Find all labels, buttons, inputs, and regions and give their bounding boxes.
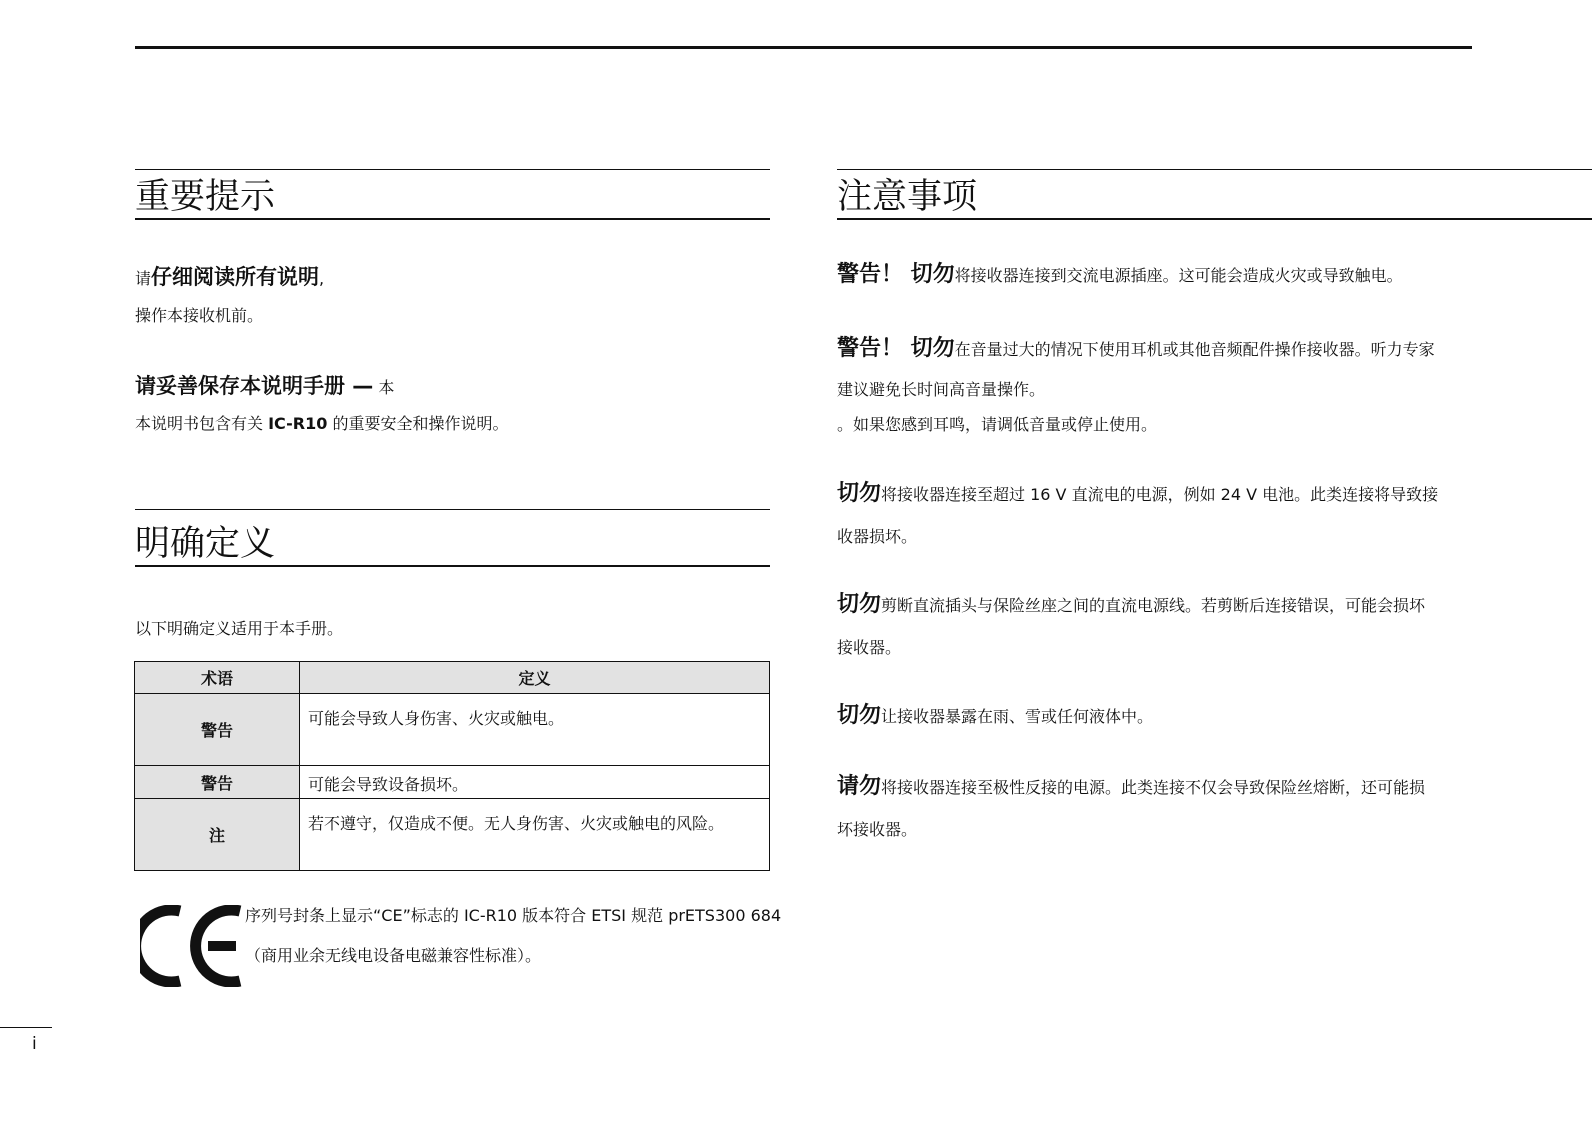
precaution-keyword: 切勿 xyxy=(837,703,882,728)
precaution-text: 将接收器连接至超过 16 V 直流电的电源，例如 24 V 电池。此类连接将导致接 xyxy=(881,485,1439,504)
precaution-item xyxy=(837,703,1154,728)
table-header-row xyxy=(135,662,770,694)
precaution-keyword: 请勿 xyxy=(837,774,882,799)
section-title-definitions: 明确定义 xyxy=(135,524,276,564)
term-cell: 警告 xyxy=(135,766,300,799)
table-row xyxy=(135,766,770,799)
read-instructions-text: 操作本接收机前。 xyxy=(135,306,264,325)
precaution-text: 将接收器连接到交流电源插座。这可能会造成火灾或导致触电。 xyxy=(954,266,1403,285)
precaution-keyword: 警告！ 切勿 xyxy=(837,336,955,361)
section-rule-top xyxy=(837,169,1592,170)
precaution-item xyxy=(837,592,1426,617)
precaution-item xyxy=(837,774,1426,799)
read-instructions-heading xyxy=(135,261,324,291)
section-rule-top xyxy=(135,169,770,170)
table-row xyxy=(135,694,770,766)
precaution-text-cont: 坏接收器。 xyxy=(837,820,918,839)
section-title-precautions: 注意事项 xyxy=(837,177,978,217)
read-bold: 仔细阅读所有说明 xyxy=(151,265,320,289)
keep-text-prefix: 本说明书包含有关 xyxy=(135,414,269,433)
keep-manual-text xyxy=(135,414,508,434)
precaution-item xyxy=(837,336,1435,361)
section-rule-bottom xyxy=(837,218,1592,220)
precaution-item xyxy=(837,481,1439,506)
keep-bold: 请妥善保存本说明手册 — xyxy=(135,374,374,398)
table-row xyxy=(135,799,770,871)
section-title-important: 重要提示 xyxy=(135,177,276,217)
precaution-keyword: 切勿 xyxy=(837,481,882,506)
definition-cell: 若不遵守，仅造成不便。无人身伤害、火灾或触电的风险。 xyxy=(300,799,770,871)
precaution-keyword: 警告！ 切勿 xyxy=(837,262,955,287)
read-prefix: 请 xyxy=(135,269,152,288)
column-header-definition: 定义 xyxy=(300,662,770,694)
definition-cell: 可能会导致设备损坏。 xyxy=(300,766,770,799)
keep-small: 本 xyxy=(373,378,395,397)
definitions-intro: 以下明确定义适用于本手册。 xyxy=(135,619,344,638)
precaution-text-cont: 接收器。 xyxy=(837,638,902,657)
precaution-keyword: 切勿 xyxy=(837,592,882,617)
section-rule-top xyxy=(135,509,770,510)
term-cell: 注 xyxy=(135,799,300,871)
precaution-text-cont: 。如果您感到耳鸣，请调低音量或停止使用。 xyxy=(837,415,1158,434)
ce-compliance-line1: 序列号封条上显示“CE”标志的 IC-R10 版本符合 ETSI 规范 prETS300 684 xyxy=(245,906,782,925)
keep-manual-heading xyxy=(135,370,394,400)
precaution-text: 在音量过大的情况下使用耳机或其他音频配件操作接收器。听力专家 xyxy=(954,340,1435,359)
precaution-text: 让接收器暴露在雨、雪或任何液体中。 xyxy=(881,707,1154,726)
page-number: i xyxy=(32,1034,37,1054)
definition-cell: 可能会导致人身伤害、火灾或触电。 xyxy=(300,694,770,766)
model-name: IC-R10 xyxy=(268,414,328,433)
precaution-text: 将接收器连接至极性反接的电源。此类连接不仅会导致保险丝熔断，还可能损 xyxy=(881,778,1426,797)
precaution-text-cont: 建议避免长时间高音量操作。 xyxy=(837,380,1046,399)
page-number-rule xyxy=(0,1027,52,1028)
column-header-term: 术语 xyxy=(135,662,300,694)
section-rule-bottom xyxy=(135,565,770,567)
precaution-text: 剪断直流插头与保险丝座之间的直流电源线。若剪断后连接错误，可能会损坏 xyxy=(881,596,1426,615)
precaution-text-cont: 收器损坏。 xyxy=(837,527,918,546)
definitions-table xyxy=(134,661,770,871)
precaution-item xyxy=(837,262,1403,287)
top-rule xyxy=(135,46,1472,49)
keep-text-suffix: 的重要安全和操作说明。 xyxy=(327,414,509,433)
ce-compliance-line2: （商用业余无线电设备电磁兼容性标准）。 xyxy=(245,946,542,965)
read-suffix: , xyxy=(319,269,325,288)
ce-mark-logo xyxy=(140,905,244,987)
section-rule-bottom xyxy=(135,218,770,220)
term-cell: 警告 xyxy=(135,694,300,766)
